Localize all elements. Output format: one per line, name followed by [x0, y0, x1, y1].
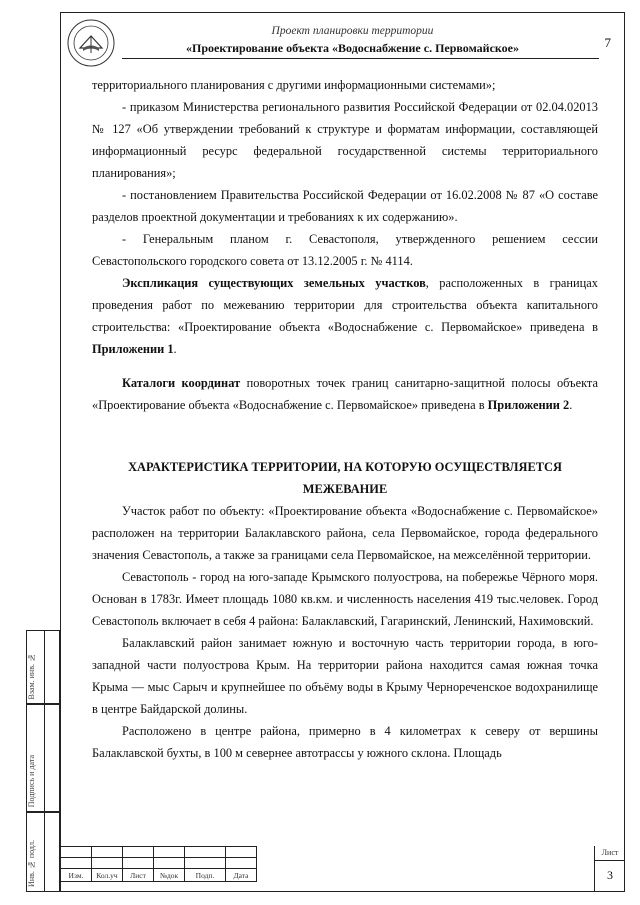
- paragraph: Севастополь - город на юго-западе Крымского полуострова, на побережье Чёрного моря. Основан в 1783г. Имеет площадь 1080 кв.км. и численность населения 419 тыс.человек. Город Севастополь включает в себя 4 района: Балаклавский, Гагаринский, Ленинский, Нахимовский.: [92, 570, 598, 628]
- side-label: Взам. инв. №: [27, 652, 36, 699]
- side-label: Инв. № подл.: [27, 840, 36, 887]
- header-divider: [122, 58, 599, 59]
- side-label: Подпись и дата: [27, 754, 36, 807]
- sheet-number: 3: [607, 868, 613, 882]
- appendix-ref: Приложении 1: [92, 342, 174, 356]
- section-heading: ХАРАКТЕРИСТИКА ТЕРРИТОРИИ, НА КОТОРУЮ ОСУЩЕСТВЛЯЕТСЯ МЕЖЕВАНИЕ: [128, 460, 562, 496]
- bold-term: Каталоги координат: [122, 376, 241, 390]
- sheet-label: Лист: [595, 848, 625, 861]
- document-body: [92, 74, 598, 764]
- stamp-col-label: Дата: [226, 869, 257, 882]
- stamp-col-label: Изм.: [61, 869, 92, 882]
- paragraph: - Генеральным планом г. Севастополя, утвержденного решением сессии Севастопольского городского совета от 13.12.2005 г. № 4114.: [92, 232, 598, 268]
- header-page-number: 7: [604, 35, 611, 50]
- sheet-number-box: [594, 846, 625, 892]
- page-header: [60, 12, 625, 74]
- paragraph: Расположено в центре района, примерно в 4 километрах к северу от вершины Балаклавской бухты, в 100 м севернее автотрассы у южного склона. Площадь: [92, 724, 598, 760]
- company-seal-icon: [66, 18, 116, 68]
- side-stamp-inventory: [26, 812, 60, 892]
- paragraph: Балаклавский район занимает южную и восточную часть территории города, в юго-западной части полуострова Крым. На территории района находится самая южная точка Крыма — мыс Сарыч и крупнейшее по объёму воды в Крыму Чернореченское водохранилище в центре Байдарской долины.: [92, 636, 598, 716]
- side-stamp-replace: [26, 630, 60, 704]
- stamp-col-label: Кол.уч: [92, 869, 123, 882]
- stamp-col-label: Лист: [123, 869, 154, 882]
- title-block: [60, 846, 625, 892]
- header-object-title: «Проектирование объекта «Водоснабжение с. Первомайское»: [186, 41, 519, 55]
- paragraph: - приказом Министерства регионального развития Российской Федерации от 02.04.02013 № 127 «Об утверждении требований к структуре и форматам информации, составляющей информационный ресурс федеральной государственной системы территориального планирования»;: [92, 100, 598, 180]
- side-stamp-signature: [26, 704, 60, 812]
- bold-term: Экспликация существующих земельных участков: [122, 276, 426, 290]
- title-block-table: [60, 846, 257, 882]
- stamp-col-label: №док: [154, 869, 185, 882]
- paragraph: территориального планирования с другими информационными системами»;: [92, 78, 496, 92]
- paragraph: Экспликация существующих земельных участков, расположенных в границах проведения работ по межеванию территории для строительства объекта капитального строительства: «Проектирование объекта «Водоснабжение с. Первомайское» приведена в Приложении 1.: [92, 276, 598, 356]
- paragraph: Каталоги координат поворотных точек границ санитарно-защитной полосы объекта «Проектирование объекта «Водоснабжение с. Первомайское» приведена в Приложении 2.: [92, 376, 598, 412]
- paragraph: Участок работ по объекту: «Проектирование объекта «Водоснабжение с. Первомайское» расположен на территории Балаклавского района, села Первомайское, города федерального значения Севастополь, а также за границами села Первомайское, на межселённой территории.: [92, 504, 598, 562]
- appendix-ref: Приложении 2: [487, 398, 570, 412]
- header-project-title: Проект планировки территории: [271, 25, 434, 37]
- stamp-col-label: Подп.: [185, 869, 226, 882]
- paragraph: - постановлением Правительства Российской Федерации от 16.02.2008 № 87 «О составе разделов проектной документации и требованиях к их содержанию».: [92, 188, 598, 224]
